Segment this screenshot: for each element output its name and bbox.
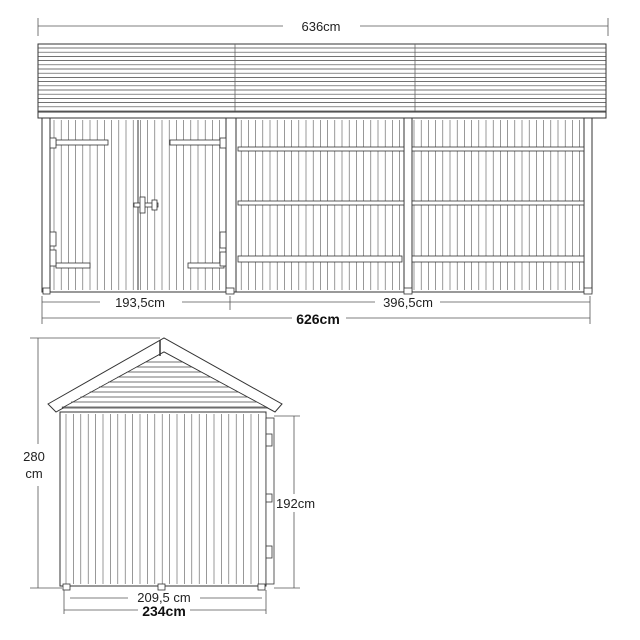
front-wall [42, 118, 592, 294]
gable-roof [48, 338, 282, 412]
side-wall [60, 412, 274, 590]
roof-width-label: 636cm [301, 19, 341, 34]
total-depth-label: 234cm [142, 603, 186, 619]
side-wall-height-label: 192cm [276, 496, 316, 511]
side-elevation [23, 338, 315, 619]
height-value-label: 280 [23, 449, 45, 464]
door-section-width-label: 193,5cm [115, 295, 165, 310]
total-front-width-label: 626cm [296, 311, 340, 327]
open-section-width-label: 396,5cm [383, 295, 433, 310]
front-roof [38, 44, 606, 118]
front-elevation [38, 18, 608, 327]
inner-depth-label: 209,5 cm [137, 590, 191, 605]
height-unit-label: cm [25, 466, 43, 481]
